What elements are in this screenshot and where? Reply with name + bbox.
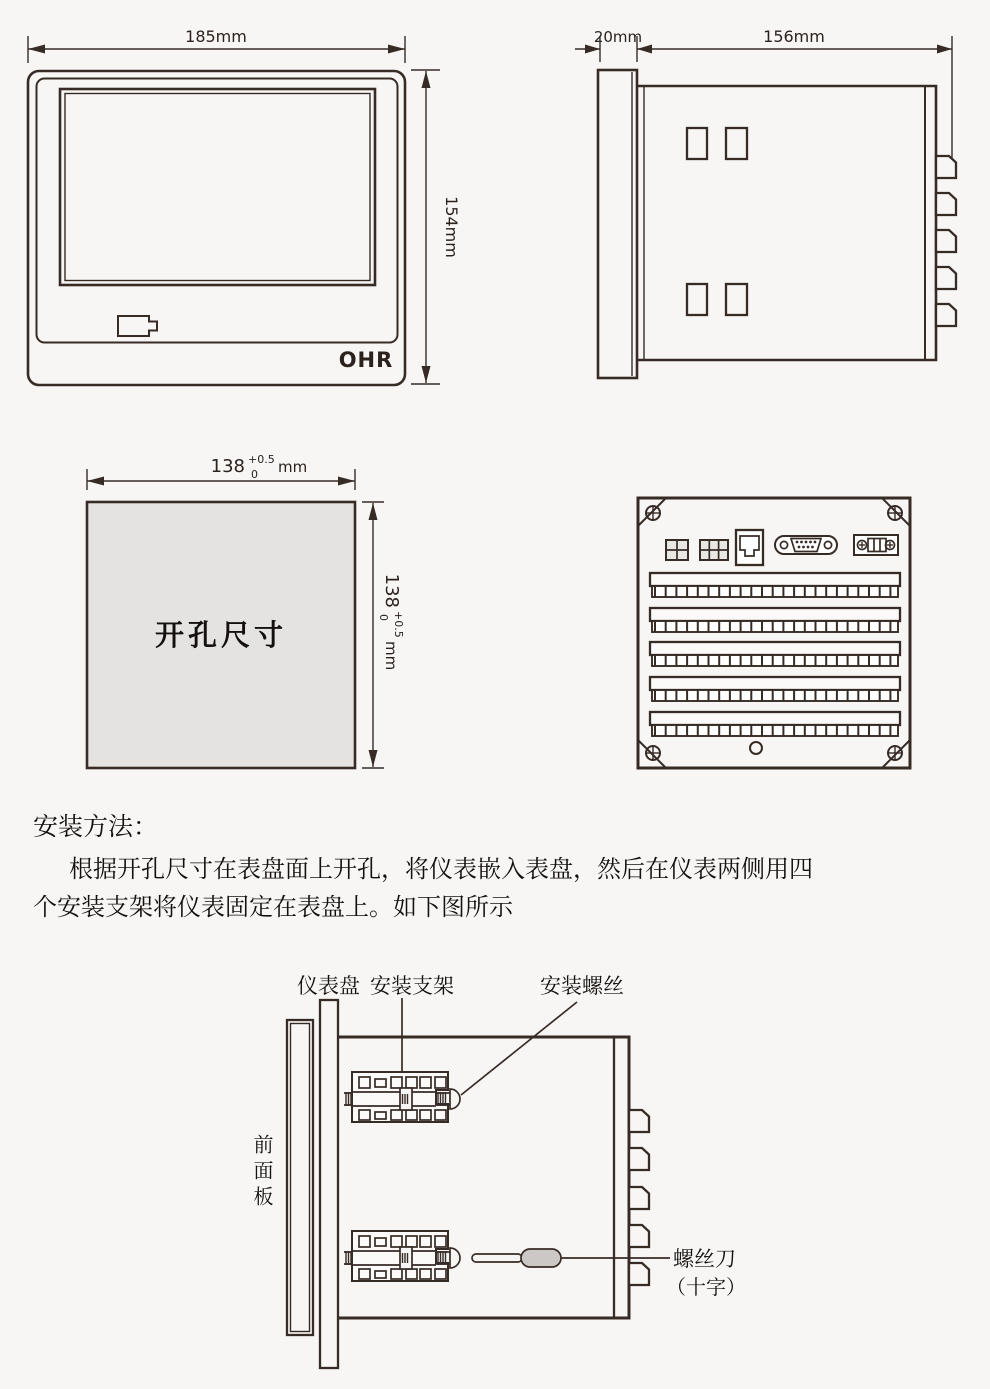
arrow-up-icon [369,503,378,520]
cutout-width-dimension [87,453,355,490]
screw-icon [888,506,902,520]
screwdriver-type-label: （十字） [666,1275,746,1299]
brand-logo: OHR [338,348,394,372]
panel-label: 仪表盘 [297,974,360,998]
device-screen [60,89,375,285]
cutout-width-tol-minus: 0 [251,468,258,481]
screw-icon [646,746,660,760]
screwdriver-handle [521,1249,561,1267]
usb-slot-icon [118,316,157,336]
cutout-height-unit: mm [382,641,400,671]
mounting-bracket-bottom [344,1231,460,1281]
instructions-line2: 个安装支架将仪表固定在表盘上。如下图所示 [33,893,513,921]
back-view-diagram [620,480,960,790]
cutout-width-value: 138 [210,456,245,477]
vent-slot [687,128,707,159]
front-panel-label: 前面板 [250,1134,274,1212]
screwdriver-shaft [472,1254,522,1262]
screwdriver-label: 螺丝刀 [673,1247,736,1271]
front-panel-bezel [287,1020,313,1335]
arrow-left-icon [28,45,45,54]
arrow-right-icon [937,45,952,54]
side-view-diagram [560,0,990,400]
installation-instructions [33,810,967,926]
front-device-outline [28,71,405,385]
screw-icon [646,506,660,520]
vent-slot [726,284,747,315]
cutout-height-dimension [362,502,405,768]
terminal-teeth [936,156,956,326]
cutout-width-unit: mm [278,458,308,476]
bracket-label: 安装支架 [370,974,454,998]
vent-slot [726,128,747,159]
front-height-label: 154mm [442,196,461,258]
front-width-label: 185mm [185,27,247,46]
callout-labels [297,974,624,1095]
arrow-down-icon [369,750,378,767]
body-depth-label: 156mm [763,27,825,46]
arrow-down-icon [422,366,431,383]
cutout-title: 开孔尺寸 [154,618,288,652]
side-bezel [598,70,637,378]
arrow-up-icon [422,71,431,88]
ground-hole-icon [750,742,762,754]
installation-diagram [230,950,790,1389]
mounting-bracket-top [344,1072,460,1122]
screw-leader-line [461,1002,577,1095]
front-width-dimension [28,27,405,63]
ethernet-port-icon [736,530,763,565]
cutout-height-tol-minus: 0 [377,614,390,621]
cutout-width-tol-plus: +0.5 [248,453,275,466]
side-device-outline [598,70,956,378]
terminal-strips [650,573,900,736]
arrow-right-icon [338,477,355,486]
instructions-heading: 安装方法： [33,812,159,841]
bezel-depth-label: 20mm [593,28,643,46]
vent-slot [687,284,707,315]
screw-label: 安装螺丝 [540,974,624,998]
cutout-diagram [40,430,420,790]
side-body [637,86,936,360]
connector-grid-2x2 [666,540,688,560]
serial-port-icon [775,536,837,554]
front-view-diagram [0,0,470,400]
screw-icon [888,746,902,760]
arrow-right-icon [388,45,405,54]
instructions-line1: 根据开孔尺寸在表盘面上开孔，将仪表嵌入表盘，然后在仪表两侧用四 [69,855,813,883]
front-height-dimension [411,70,461,384]
screwdriver [472,1247,746,1299]
connector-grid-3x2 [700,540,728,560]
arrow-left-icon [87,477,104,486]
cutout-height-value: 138 [381,573,402,608]
mounting-panel-hatched [320,1000,338,1368]
power-terminal-icon [854,535,898,555]
cutout-height-tol-plus: +0.5 [392,611,405,638]
